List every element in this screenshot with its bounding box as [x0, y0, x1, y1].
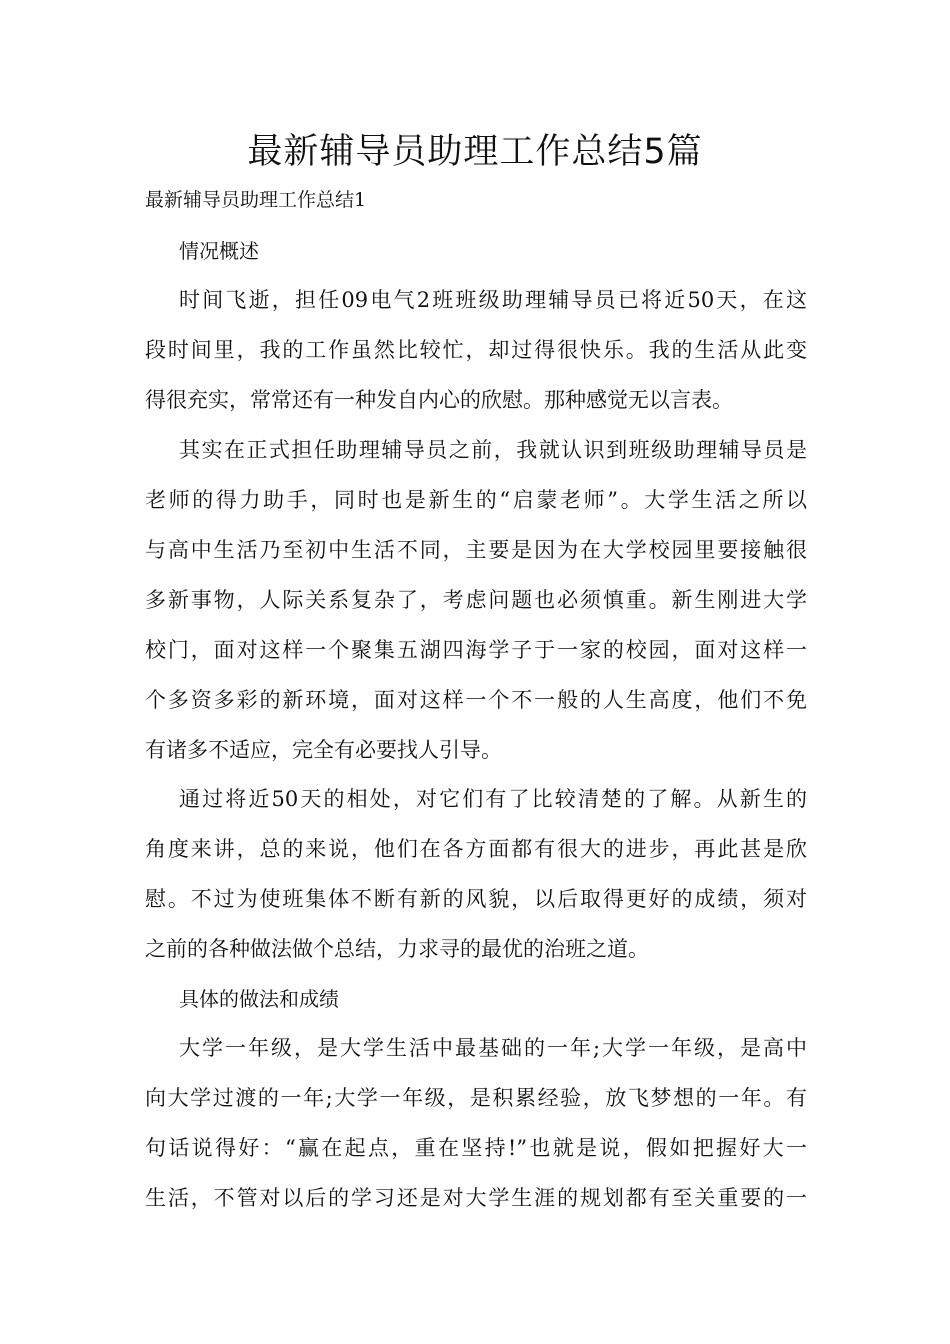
paragraph-3 — [145, 774, 807, 974]
paragraph-line: 个多资多彩的新环境，面对这样一个不一般的人生高度，他们不免 — [145, 688, 807, 712]
paragraph-line: 老师的得力助手，同时也是新生的“启蒙老师”。大学生活之所以 — [145, 488, 807, 512]
paragraph-1 — [145, 275, 807, 425]
paragraph-line: 其实在正式担任助理辅导员之前，我就认识到班级助理辅导员是 — [179, 438, 807, 462]
paragraph-line: 有诸多不适应，完全有必要找人引导。 — [145, 738, 502, 762]
paragraph-line: 大学一年级，是大学生活中最基础的一年;大学一年级，是高中 — [179, 1036, 807, 1060]
paragraph-2 — [145, 425, 807, 775]
paragraph-line: 与高中生活乃至初中生活不同，主要是因为在大学校园里要接触很 — [145, 538, 807, 562]
paragraph-line: 得很充实，常常还有一种发自内心的欣慰。那种感觉无以言表。 — [145, 388, 733, 412]
paragraph-line: 通过将近50天的相处，对它们有了比较清楚的了解。从新生的 — [179, 787, 807, 811]
paragraph-line: 段时间里，我的工作虽然比较忙，却过得很快乐。我的生活从此变 — [145, 338, 807, 362]
paragraph-line: 句话说得好：“赢在起点，重在坚持!”也就是说，假如把握好大一 — [145, 1136, 807, 1160]
heading-overview: 情况概述 — [179, 239, 259, 263]
paragraph-line: 校门，面对这样一个聚集五湖四海学子于一家的校园，面对这样一 — [145, 638, 807, 662]
paragraph-4 — [145, 1023, 807, 1223]
paragraph-line: 生活，不管对以后的学习还是对大学生涯的规划都有至关重要的一 — [145, 1186, 807, 1210]
paragraph-line: 之前的各种做法做个总结，力求寻的最优的治班之道。 — [145, 937, 649, 961]
paragraph-line: 角度来讲，总的来说，他们在各方面都有很大的进步，再此甚是欣 — [145, 837, 807, 861]
paragraph-line: 向大学过渡的一年;大学一年级，是积累经验，放飞梦想的一年。有 — [145, 1086, 807, 1110]
paragraph-line: 时间飞逝，担任09电气2班班级助理辅导员已将近50天，在这 — [179, 288, 807, 312]
document-title: 最新辅导员助理工作总结5篇 — [247, 132, 703, 172]
paragraph-line: 多新事物，人际关系复杂了，考虑问题也必须慎重。新生刚进大学 — [145, 588, 807, 612]
heading-methods: 具体的做法和成绩 — [179, 987, 339, 1011]
section-subtitle: 最新辅导员助理工作总结1 — [145, 189, 367, 211]
paragraph-line: 慰。不过为使班集体不断有新的风貌，以后取得更好的成绩，须对 — [145, 887, 807, 911]
